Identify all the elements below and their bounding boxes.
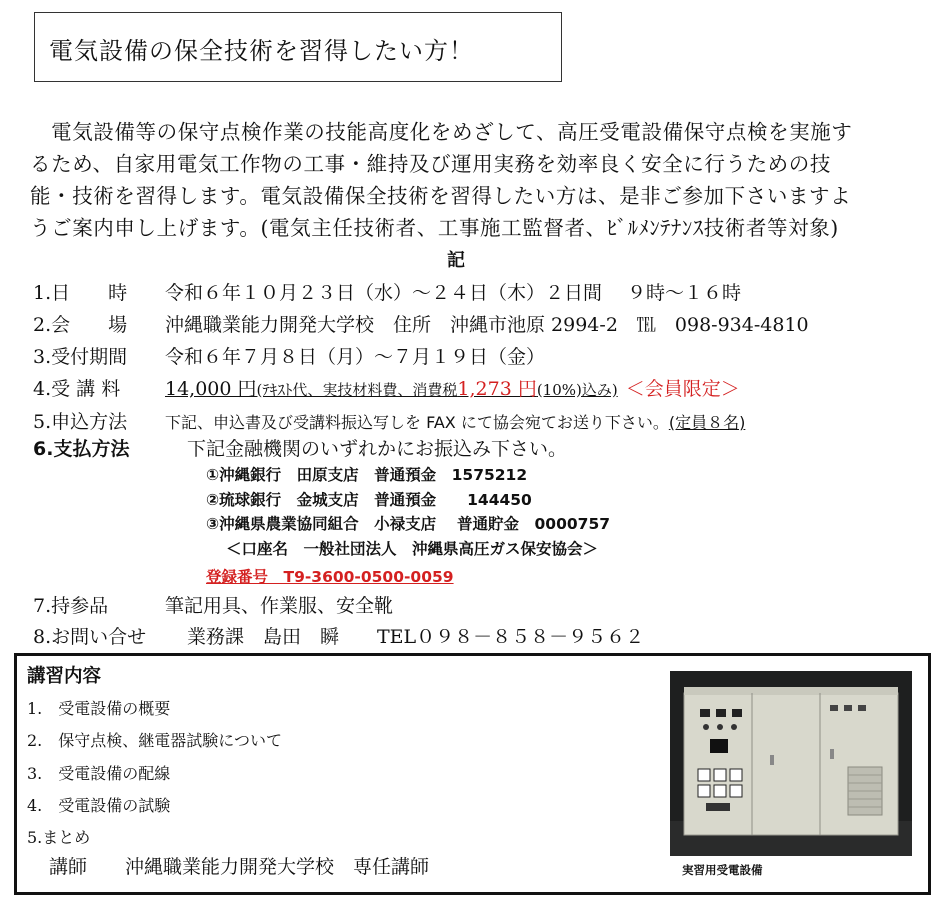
row-value: 令和６年７月８日（月）～７月１９日（金）: [165, 346, 546, 368]
fee-detail-b: (10%)込み): [536, 381, 618, 399]
course-item: 5.まとめ: [27, 828, 91, 847]
row-label: 4.受 講 料: [33, 378, 121, 400]
row-contact: [33, 624, 644, 650]
ki-heading: 記: [447, 250, 465, 271]
course-item: 1. 受電設備の概要: [27, 699, 171, 718]
equipment-photo: [670, 671, 912, 856]
fee-amount-text: 14,000 円: [165, 378, 257, 400]
row-value: 下記金融機関のいずれかにお振込み下さい。: [187, 438, 568, 460]
fee-amount: [165, 376, 618, 403]
row-value: 筆記用具、作業服、安全靴: [165, 595, 394, 617]
row-date: [33, 280, 741, 306]
row-venue: [33, 312, 809, 338]
bank-item: ③沖縄県農業協同組合 小禄支店 普通貯金 0000757: [206, 515, 611, 533]
intro-line: るため、自家用電気工作物の工事・維持及び運用実務を効率良く安全に行うための技: [30, 152, 831, 176]
row-label: 5.申込方法: [33, 411, 128, 433]
course-item: 4. 受電設備の試験: [27, 796, 171, 815]
account-name: ＜口座名 一般社団法人 沖縄県高圧ガス保安協会＞: [226, 540, 599, 558]
course-item: 2. 保守点検、継電器試験について: [27, 731, 282, 750]
row-period: [33, 344, 545, 370]
intro-line: 能・技術を習得します。電気設備保全技術を習得したい方は、是非ご参加下さいますよ: [30, 184, 852, 208]
intro-line: うご案内申し上げます。(電気主任技術者、工事施工監督者、ﾋﾞﾙﾒﾝﾃﾅﾝｽ技術者等対象): [30, 216, 839, 240]
title-box: [34, 12, 562, 82]
member-only-badge: ＜会員限定＞: [625, 378, 740, 400]
page-title: 電気設備の保全技術を習得したい方！: [49, 37, 474, 65]
row-apply: [33, 409, 745, 436]
course-item: 3. 受電設備の配線: [27, 764, 171, 783]
switchgear-illustration: [670, 671, 912, 856]
row-value: 沖縄職業能力開発大学校 住所 沖縄市池原 2994-2 ℡ 098-934-4810: [165, 314, 809, 336]
bank-item: ②琉球銀行 金城支店 普通預金 144450: [206, 491, 532, 509]
row-bring: [33, 593, 393, 619]
row-label: 6.支払方法: [33, 438, 130, 460]
photo-caption: 実習用受電設備: [682, 863, 763, 877]
row-value: 令和６年１０月２３日（水）～２４日（木）２日間 ９時～１６時: [165, 282, 742, 304]
lecturer: 講師 沖縄職業能力開発大学校 専任講師: [49, 856, 430, 878]
row-value: 下記、申込書及び受講料振込写しを FAX にて協会宛てお送り下さい。: [165, 413, 669, 432]
row-label: 1.日 時: [33, 282, 128, 304]
bank-item: ①沖縄銀行 田原支店 普通預金 1575212: [206, 466, 528, 484]
intro-line: 電気設備等の保守点検作業の技能高度化をめざして、高圧受電設備保守点検を実施す: [30, 120, 853, 144]
capacity-note: (定員８名): [668, 413, 746, 432]
fee-tax: 1,273 円: [457, 378, 537, 400]
row-label: 3.受付期間: [33, 346, 128, 368]
row-payment: [33, 436, 567, 462]
row-fee: [33, 376, 740, 403]
row-label: 2.会 場: [33, 314, 128, 336]
course-content-box: [14, 653, 931, 895]
fee-detail: (ﾃｷｽﾄ代、実技材料費、消費税: [256, 381, 458, 399]
row-label: 7.持参品: [33, 595, 109, 617]
course-title: 講習内容: [27, 666, 102, 687]
row-value: 業務課 島田 瞬 TEL０９８－８５８－９５６２: [187, 626, 645, 648]
intro-paragraph: [30, 116, 910, 244]
registration-number: 登録番号 T9-3600-0500-0059: [206, 568, 454, 586]
row-label: 8.お問い合せ: [33, 626, 147, 648]
